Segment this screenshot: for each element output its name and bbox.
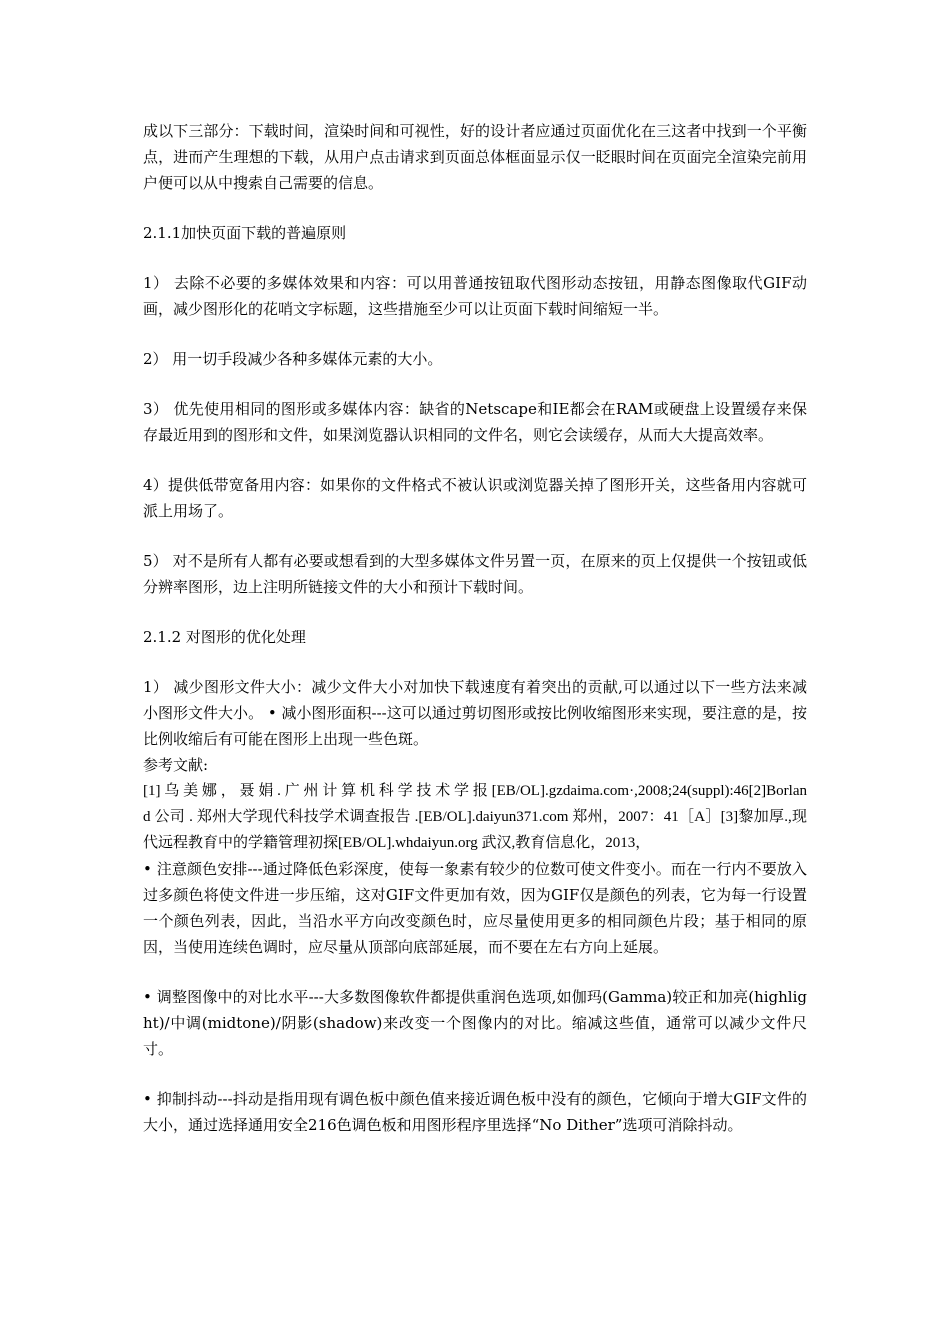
intro-paragraph: 成以下三部分：下载时间，渲染时间和可视性，好的设计者应通过页面优化在三这者中找到一个平衡点，进而产生理想的下载，从用户点击请求到页面总体框面显示仅一眨眼时间在页面完全渲染完前用户便可以从中搜索自己需要的信息。	[143, 122, 807, 192]
document-page	[143, 118, 807, 1138]
spacer	[143, 960, 807, 984]
spacer	[143, 196, 807, 220]
spacer	[143, 448, 807, 472]
spacer	[143, 246, 807, 270]
dither-paragraph: • 抑制抖动---抖动是指用现有调色板中颜色值来接近调色板中没有的颜色，它倾向于增大GIF文件的大小，通过选择通用安全216色调色板和用图形程序里选择“No Dither”选项可消除抖动。	[143, 1090, 807, 1134]
spacer	[143, 322, 807, 346]
principle-4-paragraph: 4）提供低带宽备用内容：如果你的文件格式不被认识或浏览器关掉了图形开关，这些备用内容就可派上用场了。	[143, 476, 807, 520]
principle-1-paragraph: 1） 去除不必要的多媒体效果和内容：可以用普通按钮取代图形动态按钮，用静态图像取代GIF动画，减少图形化的花哨文字标题，这些措施至少可以让页面下载时间缩短一半。	[143, 274, 807, 318]
principle-3-paragraph: 3） 优先使用相同的图形或多媒体内容：缺省的Netscape和IE都会在RAM或硬盘上设置缓存来保存最近用到的图形和文件，如果浏览器认识相同的文件名，则它会读缓存，从而大大提高效率。	[143, 400, 807, 444]
graphics-1-paragraph: 1） 减少图形文件大小：减少文件大小对加快下载速度有着突出的贡献,可以通过以下一些方法来减小图形文件大小。 • 减小图形面积---这可以通过剪切图形或按比例收缩图形来实现，要注意的是，按比例收缩后有可能在图形上出现一些色斑。	[143, 678, 807, 748]
principle-5-paragraph: 5） 对不是所有人都有必要或想看到的大型多媒体文件另置一页，在原来的页上仅提供一个按钮或低分辨率图形，边上注明所链接文件的大小和预计下载时间。	[143, 552, 807, 596]
spacer	[143, 372, 807, 396]
contrast-paragraph: • 调整图像中的对比水平---大多数图像软件都提供重润色选项,如伽玛(Gamma)较正和加亮(highlight)/中调(midtone)/阴影(shadow)来改变一个图像内的对比。缩减这些值，通常可以减少文件尺寸。	[143, 988, 807, 1058]
section-heading-2-1-1: 2.1.1加快页面下载的普遍原则	[143, 224, 347, 242]
section-heading-2-1-2: 2.1.2 对图形的优化处理	[143, 628, 306, 646]
spacer	[143, 1062, 807, 1086]
references-title: 参考文献:	[143, 756, 209, 774]
spacer	[143, 650, 807, 674]
spacer	[143, 600, 807, 624]
references-list: [1] 乌 美 娜 ， 聂 娟 . 广 州 计 算 机 科 学 技 术 学 报 [EB/OL].gzdaima.com·,2008;24(suppl):46[2]Borland 公司 . 郑州大学现代科技学术调查报告 .[EB/OL].daiyun371.com 郑州，2007：41［A］[3]黎加厚.,现代远程教育中的学籍管理初探[EB/OL].whdaiyun.org 武汉,教育信息化，2013，	[143, 783, 807, 851]
color-arrangement-paragraph: • 注意颜色安排---通过降低色彩深度，使每一象素有较少的位数可使文件变小。而在一行内不要放入过多颜色将使文件进一步压缩，这对GIF文件更加有效，因为GIF仅是颜色的列表，它为每一行设置一个颜色列表，因此，当沿水平方向改变颜色时，应尽量使用更多的相同颜色片段；基于相同的原因，当使用连续色调时，应尽量从顶部向底部延展，而不要在左右方向上延展。	[143, 860, 807, 956]
spacer	[143, 524, 807, 548]
principle-2-paragraph: 2） 用一切手段减少各种多媒体元素的大小。	[143, 350, 443, 368]
